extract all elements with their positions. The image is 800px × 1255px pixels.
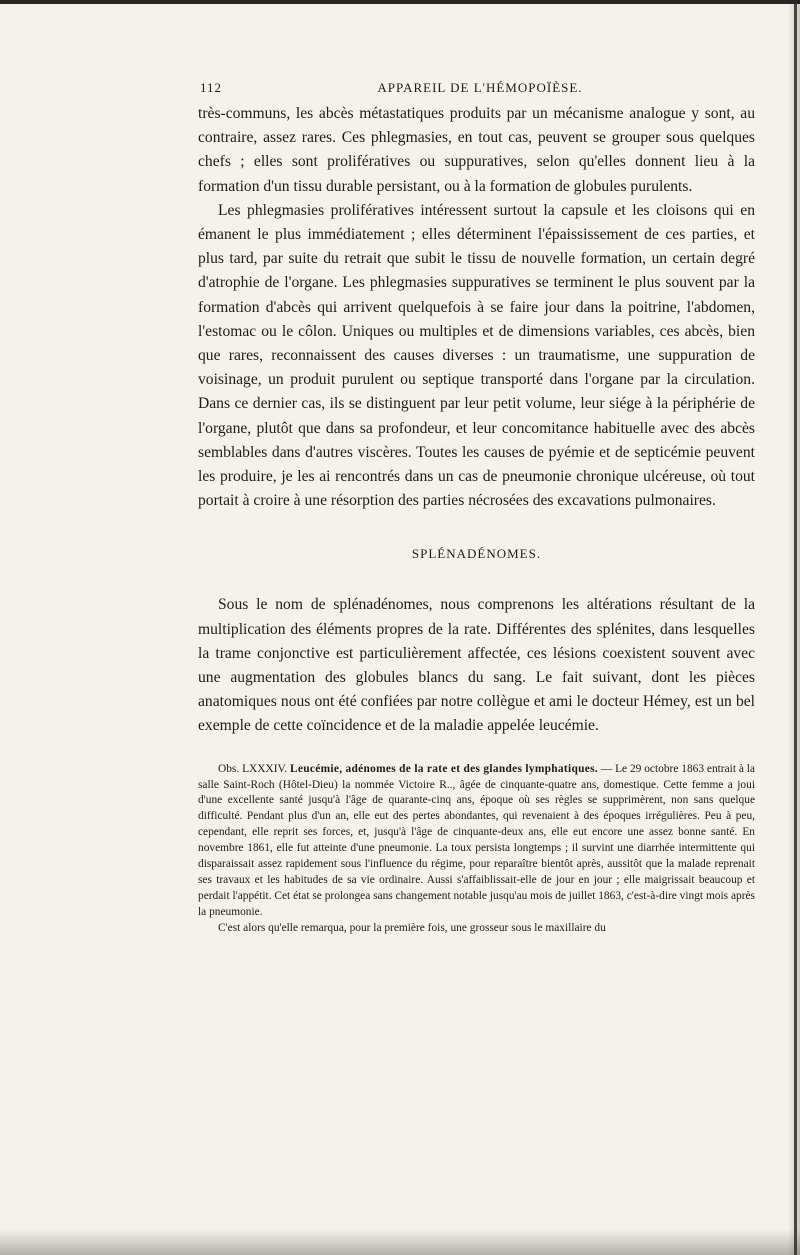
section-title: SPLÉNADÉNOMES. (411, 546, 542, 562)
observation-text: — Le 29 octobre 1863 entrait à la salle Saint-Roch (Hôtel-Dieu) la nommée Victoire R.., âgée de cinquante-quatre ans, domestique. Cette femme a joui d'une excellente santé jusqu'à l'âge de quarante-cinq ans, époque où ses règles se supprimèrent, non sans quelque difficulté. Pendant plus d'un an, elle eut des pertes abondantes, qui revenaient à des époques irrégulières. Peu à peu, cependant, elle reprit ses forces, et, jusqu'à l'âge de cinquante-deux ans, elle eut encore une assez bonne santé. En novembre 1861, elle fut atteinte d'une pneumonie. La toux persista longtemps ; il survint une diarrhée intermittente qui disparaissait assez rapidement sous l'influence du régime, pour reparaître bientôt après, aussitôt que la malade reprenait ses travaux et les habitudes de sa vie ordinaire. Aussi s'affaiblissait-elle de jour en jour ; elle maigrissait beaucoup et perdait l'appétit. Cet état se prolongea sans changement notable jusqu'au mois de juillet 1863, c'est-à-dire vingt mois après la pneumonie. (198, 762, 755, 918)
paragraph: Les phlegmasies prolifératives intéressent surtout la capsule et les cloisons qui en émanent le plus immédiatement ; elles déterminent l'épaississement de ces parties, et plus tard, par suite du retrait que subit le tissu de nouvelle formation, un certain degré d'atrophie de l'organe. Les phlegmasies suppuratives se terminent le plus souvent par la formation d'abcès qui arrivent quelquefois à se faire jour dans la poitrine, l'abdomen, l'estomac ou le côlon. Uniques ou multiples et de dimensions variables, ces abcès, bien que rares, reconnaissent des causes diverses : un traumatisme, une suppuration de voisinage, un produit purulent ou septique transporté dans l'organe par la circulation. Dans ce dernier cas, ils se distinguent par leur petit volume, leur siége à la périphérie de l'organe, plutôt que dans sa profondeur, et leur concomitance habituelle avec des abcès semblables dans d'autres viscères. Toutes les causes de pyémie et de septicémie peuvent les produire, je les ai rencontrés dans un cas de pneumonie chronique ulcéreuse, où tout portait à croire à une résorption des parties nécrosées des excavations pulmonaires. (198, 201, 755, 510)
paragraph: très-communs, les abcès métastatiques produits par un mécanisme analogue y sont, au contraire, assez rares. Ces phlegmasies, en tout cas, peuvent se grouper sous quelques chefs ; elles sont prolifératives ou suppuratives, selon qu'elles donnent lieu à la formation d'un tissu durable persistant, ou à la formation de globules purulents. (198, 105, 755, 195)
page-body (198, 102, 755, 937)
observation-label: Obs. LXXXIV. (218, 762, 288, 775)
observation-title: Leucémie, adénomes de la rate et des glandes lymphatiques. (289, 762, 598, 775)
running-head: APPAREIL DE L'HÉMOPOÏÈSE. (377, 80, 583, 95)
page-header (200, 80, 760, 102)
page-edge (794, 0, 797, 1255)
observation-continuation: C'est alors qu'elle remarqua, pour la première fois, une grosseur sous le maxillaire du (218, 921, 606, 934)
top-border (0, 0, 800, 4)
page-number: 112 (200, 80, 223, 95)
section-paragraph: Sous le nom de splénadénomes, nous comprenons les altérations résultant de la multiplication des éléments propres de la rate. Différentes des splénites, dans lesquelles la trame conjonctive est particulièrement affectée, ces lésions coexistent souvent avec une augmentation des globules blancs du sang. Le fait suivant, dont les pièces anatomiques nous ont été confiées par notre collègue et ami le docteur Hémey, est un bel exemple de cette coïncidence et de la maladie appelée leucémie. (198, 596, 755, 735)
page-bottom-shadow (0, 1229, 800, 1255)
observation (198, 762, 755, 921)
